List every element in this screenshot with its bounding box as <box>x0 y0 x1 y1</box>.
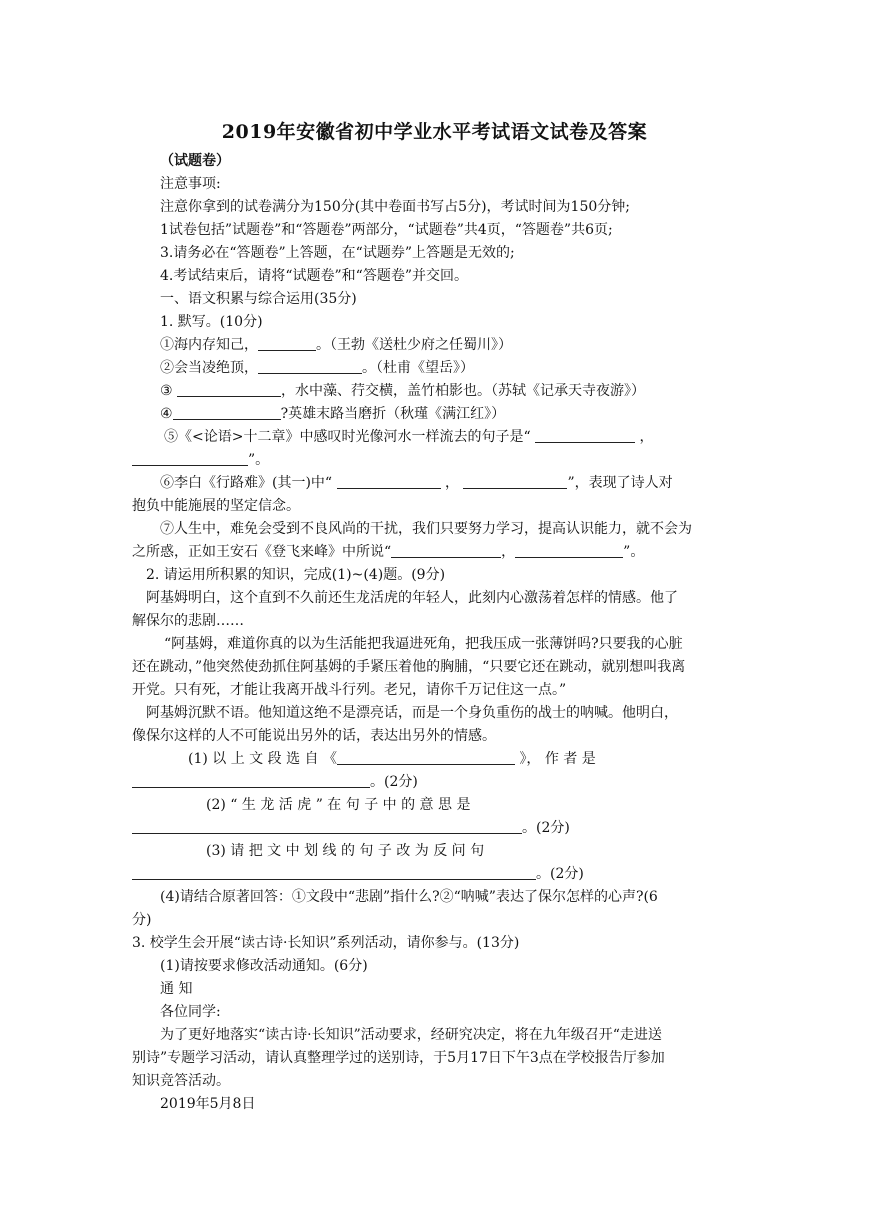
notice-body: 知识竞答活动。 <box>132 1073 230 1089</box>
notice-line: 4.考试结束后，请将“试题卷”和“答题卷”并交回。 <box>160 268 468 284</box>
sub-question: (1)请按要求修改活动通知。(6分) <box>160 958 368 974</box>
passage-line: 还在跳动，”他突然使劲抓住阿基姆的手紧压着他的胸脯，“只要它还在跳动，就别想叫我离 <box>132 659 686 675</box>
sub-question-cont: 。(2分) <box>132 863 740 885</box>
sub-question: (4)请结合原著回答：①文段中“悲剧”指什么?②“呐喊”表达了保尔怎样的心声?(6 <box>160 889 658 905</box>
recitation-item: ④ ?英雄末路当磨折（秋瑾《满江红》） <box>160 406 506 422</box>
part-heading: 一、语文积累与综合运用(35分) <box>160 291 357 307</box>
passage-line: 阿基姆明白，这个直到不久前还生龙活虎的年轻人，此刻内心激荡着怎样的情感。他了 <box>146 590 678 606</box>
sub-question: (2) “ 生 龙 活 虎 ” 在 句 子 中 的 意 思 是 <box>206 797 471 813</box>
notice-heading: 注意事项: <box>160 176 221 192</box>
recitation-item-cont: ”。 <box>132 449 740 471</box>
notice-line: 1试卷包括”试题卷”和“答题卷”两部分，“试题卷”共4页，“答题卷”共6页; <box>160 222 613 238</box>
recitation-item: ⑤《<论语>十二章》中感叹时光像河水一样流去的句子是“ ， <box>164 429 654 445</box>
passage-line: “阿基姆，难道你真的以为生活能把我逼进死角，把我压成一张薄饼吗?只要我的心脏 <box>164 636 683 652</box>
section-label: （试题卷） <box>160 153 230 169</box>
passage-line: 开党。只有死，才能让我离开战斗行列。老兄，请你千万记住这一点。” <box>132 682 567 698</box>
passage-line: 解保尔的悲剧…… <box>132 613 244 629</box>
notice-salutation: 各位同学: <box>160 1004 221 1020</box>
notice-body: 别诗”专题学习活动，请认真整理学过的送别诗，于5月17日下午3点在学校报告厅参加 <box>132 1050 665 1066</box>
document-title: 2019年安徽省初中学业水平考试语文试卷及答案 <box>221 121 648 143</box>
notice-body: 为了更好地落实“读古诗·长知识”活动要求，经研究决定，将在九年级召开“走进送 <box>160 1027 662 1043</box>
question-heading: 1. 默写。(10分) <box>160 314 263 330</box>
recitation-item: ⑦人生中，难免会受到不良风尚的干扰，我们只要努力学习，提高认识能力，就不会为 <box>160 521 692 537</box>
recitation-item-cont: 之所惑，正如王安石《登飞来峰》中所说“ ， ”。 <box>132 544 645 560</box>
recitation-item: ①海内存知己， 。（王勃《送杜少府之任蜀川》） <box>160 337 512 353</box>
notice-title: 通 知 <box>160 981 193 997</box>
recitation-item: ②会当凌绝顶， 。（杜甫《望岳》） <box>160 360 474 376</box>
recitation-item: ③ ，水中藻、荇交横，盖竹柏影也。（苏轼《记承天寺夜游》） <box>160 383 646 399</box>
sub-question: (3) 请 把 文 中 划 线 的 句 子 改 为 反 问 句 <box>206 843 485 859</box>
notice-line: 3.请务必在“答题卷”上答题，在“试题券”上答题是无效的; <box>160 245 515 261</box>
recitation-item-cont: 抱负中能施展的坚定信念。 <box>132 498 300 514</box>
notice-date: 2019年5月8日 <box>160 1096 256 1112</box>
question-heading: 2. 请运用所积累的知识，完成(1)~(4)题。(9分) <box>146 567 446 583</box>
recitation-item: ⑥李白《行路难》(其一)中“ ， ”，表现了诗人对 <box>160 475 673 491</box>
passage-line: 阿基姆沉默不语。他知道这绝不是漂亮话，而是一个身负重伤的战士的呐喊。他明白， <box>146 705 678 721</box>
sub-question-cont: 分) <box>132 912 152 928</box>
notice-line: 注意你拿到的试卷满分为150分(其中卷面书写占5分)，考试时间为150分钟; <box>160 199 630 215</box>
question-heading: 3. 校学生会开展“读古诗·长知识”系列活动，请你参与。(13分) <box>132 935 520 951</box>
sub-question: (1) 以 上 文 段 选 自 《 》， 作 者 是 <box>188 751 596 767</box>
passage-line: 像保尔这样的人不可能说出另外的话，表达出另外的情感。 <box>132 728 496 744</box>
sub-question-cont: 。(2分) <box>132 817 740 839</box>
sub-question-cont: 。(2分) <box>132 771 740 793</box>
